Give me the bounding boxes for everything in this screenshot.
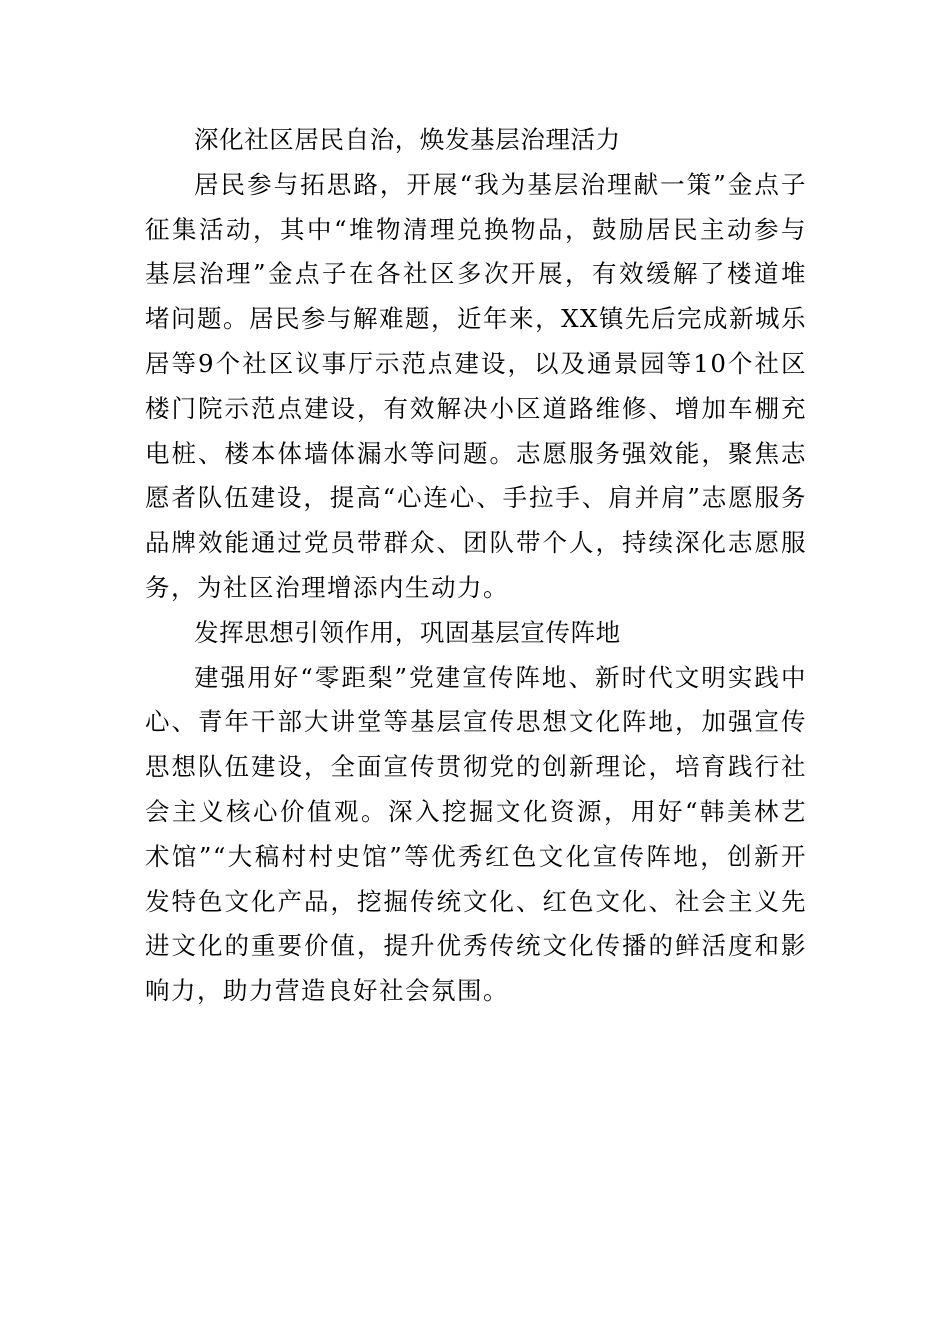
section-heading-publicity-positions: 发挥思想引领作用，巩固基层宣传阵地 [194,617,621,647]
section-paragraph-community-autonomy: 居民参与拓思路，开展“我为基层治理献一策”金点子征集活动，其中“堆物清理兑换物品，鼓励居民主动参与基层治理”金点子在各社区多次开展，有效缓解了楼道堆堵问题。居民参与解难题，近年来，XX镇先后完成新城乐居等9个社区议事厅示范点建设，以及通景园等10个社区楼门院示范点建设，有效解决小区道路维修、增加车棚充电桩、楼本体墙体漏水等问题。志愿服务强效能，聚焦志愿者队伍建设，提高“心连心、手拉手、肩并肩”志愿服务品牌效能通过党员带群众、团队带个人，持续深化志愿服务，为社区治理增添内生动力。 [145,169,807,602]
section-paragraph-publicity-positions: 建强用好“零距梨”党建宣传阵地、新时代文明实践中心、青年干部大讲堂等基层宣传思想文化阵地，加强宣传思想队伍建设，全面宣传贯彻党的创新理论，培育践行社会主义核心价值观。深入挖掘文化资源，用好“韩美林艺术馆”“大稿村村史馆”等优秀红色文化宣传阵地，创新开发特色文化产品，挖掘传统文化、红色文化、社会主义先进文化的重要价值，提升优秀传统文化传播的鲜活度和影响力，助力营造良好社会氛围。 [145,662,807,1006]
document-body [145,118,807,1014]
section-heading-community-autonomy: 深化社区居民自治，焕发基层治理活力 [194,125,621,154]
